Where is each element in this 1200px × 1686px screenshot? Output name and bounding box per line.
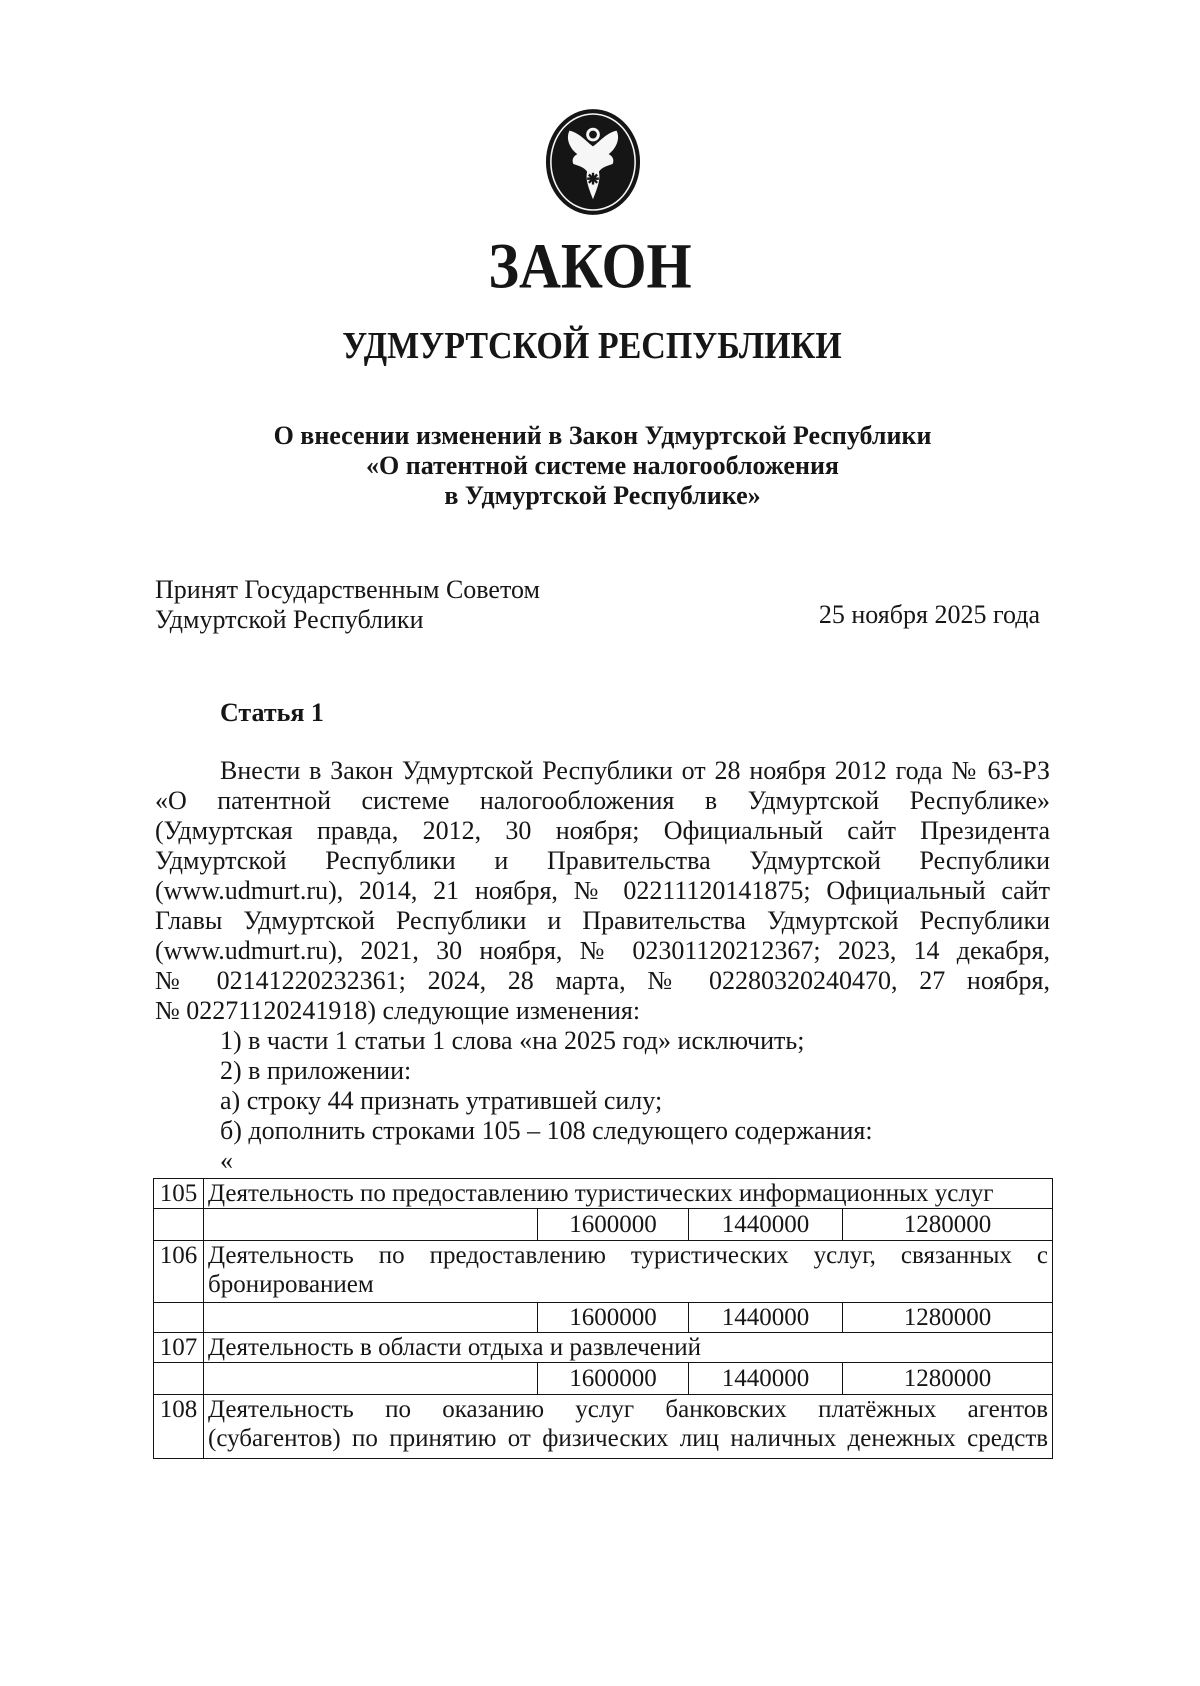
row-number-cell: 108 [154, 1395, 204, 1459]
adoption-statement [155, 575, 540, 635]
empty-label-cell [204, 1363, 538, 1395]
row-number-cell: 106 [154, 1241, 204, 1303]
activity-name-line: Деятельность по оказанию услуг банковских платёжных агентов [208, 1396, 1049, 1423]
value-cell: 1600000 [538, 1303, 689, 1333]
table-row [154, 1179, 1053, 1209]
udmurt-coat-of-arms-icon [544, 106, 642, 218]
row-number-cell: 107 [154, 1333, 204, 1363]
value-cell: 1600000 [538, 1209, 689, 1241]
value-cell: 1280000 [843, 1303, 1053, 1333]
value-cell: 1600000 [538, 1363, 689, 1395]
amendment-item: а) строку 44 признать утратившей силу; [220, 1086, 663, 1115]
quote-open-mark: « [220, 1146, 233, 1175]
empty-label-cell [204, 1303, 538, 1333]
row-number-cell: 105 [154, 1179, 204, 1209]
article-paragraph-line: (Удмуртская правда, 2012, 30 ноября; Официальный сайт Президента [155, 816, 1050, 845]
activity-name-line: Деятельность в области отдыха и развлечений [208, 1334, 702, 1361]
empty-number-cell [154, 1303, 204, 1333]
article-1-body [155, 756, 1050, 1176]
republic-heading: УДМУРТСКОЙ РЕСПУБЛИКИ [342, 325, 842, 368]
article-paragraph-line: Внести в Закон Удмуртской Республики от 28 ноября 2012 года № 63-РЗ [220, 756, 1050, 785]
amendment-item: б) дополнить строками 105 – 108 следующего содержания: [220, 1116, 873, 1145]
empty-label-cell [204, 1209, 538, 1241]
appendix-rows-table [153, 1178, 1053, 1459]
article-paragraph-line: Главы Удмуртской Республики и Правительства Удмуртской Республики [155, 906, 1050, 935]
activity-name-cell [204, 1179, 1053, 1209]
law-title [155, 421, 1050, 511]
law-title-line: в Удмуртской Республике» [444, 481, 761, 510]
value-cell: 1440000 [689, 1303, 843, 1333]
activity-name-line: Деятельность по предоставлению туристических информационных услуг [208, 1180, 994, 1207]
article-paragraph-line: № 02141220232361; 2024, 28 марта, № 02280320240470, 27 ноября, [155, 966, 1050, 995]
table-values-row [154, 1363, 1053, 1395]
article-paragraph-line: № 02271120241918) следующие изменения: [155, 996, 641, 1025]
article-heading: Статья 1 [220, 698, 324, 727]
activity-name-cell [204, 1395, 1053, 1459]
empty-number-cell [154, 1209, 204, 1241]
value-cell: 1440000 [689, 1209, 843, 1241]
activity-name-line: Деятельность по предоставлению туристических услуг, связанных с [208, 1242, 1049, 1269]
article-paragraph-line: (www.udmurt.ru), 2014, 21 ноября, № 02211120141875; Официальный сайт [155, 876, 1050, 905]
amendment-item: 1) в части 1 статьи 1 слова «на 2025 год» исключить; [220, 1026, 805, 1055]
value-cell: 1280000 [843, 1209, 1053, 1241]
document-type-heading: ЗАКОН [488, 229, 692, 302]
adoption-line: Принят Государственным Советом [155, 575, 540, 604]
activity-name-line: (субагентов) по принятию от физических лиц наличных денежных средств [208, 1425, 1049, 1452]
article-paragraph-line: «О патентной системе налогообложения в Удмуртской Республике» [155, 786, 1050, 815]
activity-name-line: бронированием [208, 1271, 374, 1298]
table-row [154, 1241, 1053, 1303]
activity-name-cell [204, 1241, 1053, 1303]
value-cell: 1440000 [689, 1363, 843, 1395]
value-cell: 1280000 [843, 1363, 1053, 1395]
adoption-date: 25 ноября 2025 года [818, 600, 1040, 629]
activity-name-cell [204, 1333, 1053, 1363]
empty-number-cell [154, 1363, 204, 1395]
law-title-line: «О патентной системе налогообложения [365, 451, 839, 480]
article-paragraph-line: (www.udmurt.ru), 2021, 30 ноября, № 02301120212367; 2023, 14 декабря, [155, 936, 1050, 965]
law-title-line: О внесении изменений в Закон Удмуртской Республики [273, 421, 932, 450]
table-row [154, 1395, 1053, 1459]
adoption-line: Удмуртской Республики [155, 605, 424, 634]
table-values-row [154, 1209, 1053, 1241]
article-paragraph-line: Удмуртской Республики и Правительства Удмуртской Республики [155, 846, 1050, 875]
amendment-item: 2) в приложении: [220, 1056, 412, 1085]
table-row [154, 1333, 1053, 1363]
table-values-row [154, 1303, 1053, 1333]
coat-of-arms-graphic [544, 106, 642, 218]
